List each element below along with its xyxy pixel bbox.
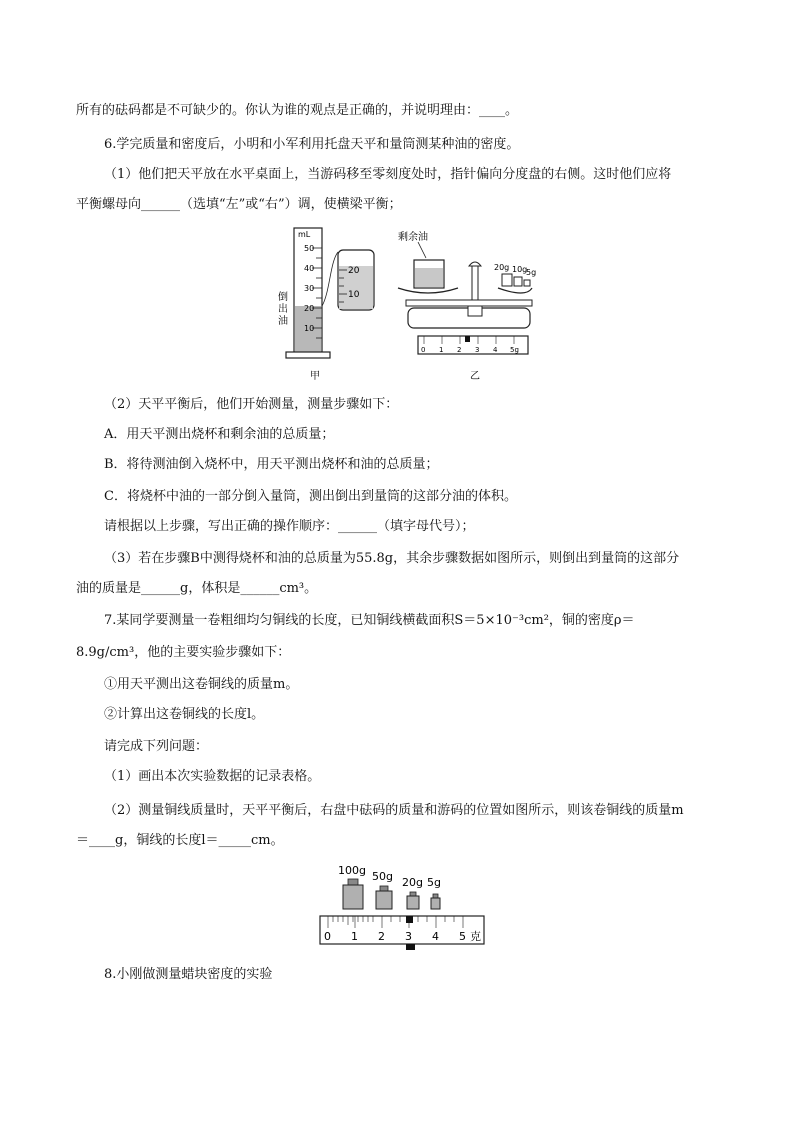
- remaining-oil-label: 剩余油: [398, 232, 428, 243]
- q6-part1-line1: （1）他们把天平放在水平桌面上，当游码移至零刻度处时，指针偏向分度盘的右侧。这时他们应将: [104, 167, 672, 182]
- balance: [398, 230, 536, 354]
- q6-part2: （2）天平平衡后，他们开始测量，测量步骤如下：: [104, 397, 399, 412]
- zoom-tick-10: 10: [348, 290, 360, 300]
- scale1-tick-1: 1: [439, 346, 444, 354]
- scale2-tick-4: 4: [432, 930, 439, 943]
- q6-part3-line1: （3）若在步骤B中测得烧杯和油的总质量为55.8g，其余步骤数据如图所示，则倒出到量筒的这部分: [104, 551, 680, 566]
- q6-part1-line2: 平衡螺母向______（选填“左”或“右”）调，使横梁平衡；: [76, 197, 402, 212]
- q6-step-b: B．将待测油倒入烧杯中，用天平测出烧杯和油的总质量；: [104, 457, 439, 472]
- scale2-tick-5: 5: [459, 930, 466, 943]
- cylinder-tick-10: 10: [304, 324, 315, 333]
- caption-yi: 乙: [470, 371, 480, 382]
- scale1-tick-4: 4: [493, 346, 498, 354]
- weight-5g: 5g: [526, 268, 536, 277]
- cylinder-tick-40: 40: [304, 264, 315, 273]
- pour-label-3: 油: [278, 316, 288, 327]
- graduated-cylinder: [278, 228, 374, 358]
- q6-part3-line2: 油的质量是______g，体积是______cm³。: [76, 581, 318, 596]
- q7-part2-line1: （2）测量铜线质量时，天平平衡后，右盘中砝码的质量和游码的位置如图所示，则该卷铜线的质量m: [104, 803, 684, 818]
- q7-part1: （1）画出本次实验数据的记录表格。: [104, 769, 321, 784]
- q7-part2-line2: ＝____g，铜线的长度l＝_____cm。: [76, 833, 284, 848]
- pour-label-1: 倒: [278, 292, 288, 303]
- weight-100g: 100g: [338, 864, 366, 877]
- question-8-title: 8.小刚做测量蜡块密度的实验: [104, 967, 273, 982]
- cylinder-tick-20: 20: [304, 304, 315, 313]
- scale1-tick-2: 2: [457, 346, 462, 354]
- weight-20g: 20g: [494, 263, 510, 272]
- figure-cylinder-balance: [268, 222, 536, 384]
- q7-instruction: 请完成下列问题：: [104, 739, 209, 754]
- scale2-tick-1: 1: [351, 930, 358, 943]
- weight-20g-b: 20g: [402, 876, 423, 889]
- weight-50g: 50g: [372, 870, 393, 883]
- text-line-1: 所有的砝码都是不可缺少的。你认为谁的观点是正确的，并说明理由：____。: [76, 103, 519, 118]
- scale1-tick-5g: 5g: [510, 346, 519, 354]
- q6-order: 请根据以上步骤，写出正确的操作顺序：______（填字母代号）；: [104, 519, 475, 534]
- scale2-tick-0: 0: [324, 930, 331, 943]
- figure-weights-scale: [316, 862, 488, 952]
- question-7-title: 7.某同学要测量一卷粗细均匀铜线的长度，已知铜线横截面积S＝5×10⁻³cm²，铜的密度ρ＝: [104, 613, 635, 628]
- scale2-tick-3: 3: [405, 930, 412, 943]
- weight-5g-b: 5g: [427, 876, 441, 889]
- scale2-unit: 克: [470, 930, 481, 943]
- q7-line2: 8.9g/cm³，他的主要实验步骤如下：: [76, 645, 291, 660]
- cylinder-tick-30: 30: [304, 284, 315, 293]
- q6-step-c: C．将烧杯中油的一部分倒入量筒，测出倒出到量筒的这部分油的体积。: [104, 489, 517, 504]
- caption-jia: 甲: [310, 371, 320, 382]
- q7-step1: ①用天平测出这卷铜线的质量m。: [104, 677, 299, 692]
- cylinder-unit: mL: [298, 230, 311, 239]
- scale2-tick-2: 2: [378, 930, 385, 943]
- cylinder-tick-50: 50: [304, 244, 315, 253]
- zoom-tick-20: 20: [348, 266, 360, 276]
- scale1-tick-0: 0: [421, 346, 426, 354]
- weight-10g: 10g: [512, 265, 528, 274]
- q7-step2: ②计算出这卷铜线的长度l。: [104, 707, 265, 722]
- question-6-title: 6.学完质量和密度后，小明和小军利用托盘天平和量筒测某种油的密度。: [104, 137, 520, 152]
- q6-step-a: A．用天平测出烧杯和剩余油的总质量；: [104, 427, 335, 442]
- scale1-tick-3: 3: [475, 346, 480, 354]
- pour-label-2: 出: [278, 304, 288, 315]
